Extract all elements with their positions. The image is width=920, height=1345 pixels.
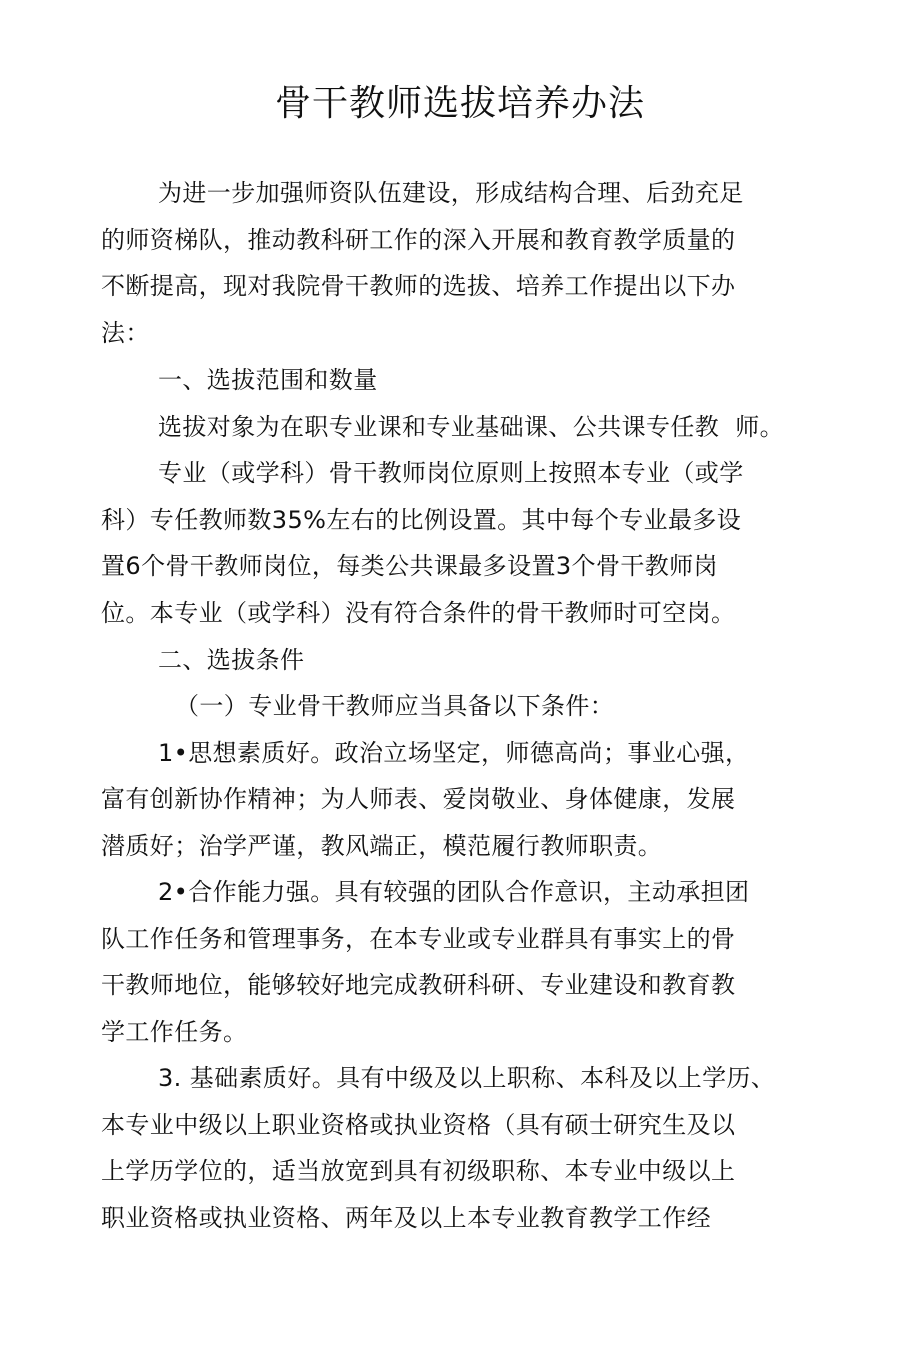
document-title: 骨干教师选拔培养办法 [274, 83, 645, 124]
paragraph-line: 2•合作能力强。具有较强的团队合作意识，主动承担团 [158, 878, 750, 906]
paragraph-line: 潜质好；治学严谨，教风端正，模范履行教师职责。 [101, 832, 663, 860]
paragraph-line: 的师资梯队，推动教科研工作的深入开展和教育教学质量的 [101, 226, 736, 254]
paragraph-line: 法： [101, 319, 150, 347]
paragraph-line: 富有创新协作精神；为人师表、爱岗敬业、身体健康，发展 [101, 785, 736, 813]
paragraph-line: 不断提高，现对我院骨干教师的选拔、培养工作提出以下办 [101, 272, 736, 300]
section-heading: 一、选拔范围和数量 [158, 366, 378, 394]
paragraph-line: 本专业中级以上职业资格或执业资格（具有硕士研究生及以 [101, 1111, 736, 1139]
paragraph-line: 干教师地位，能够较好地完成教研科研、专业建设和教育教 [101, 971, 736, 999]
paragraph-line: 选拔对象为在职专业课和专业基础课、公共课专任教 师。 [158, 413, 785, 441]
paragraph-line: 学工作任务。 [101, 1018, 248, 1046]
paragraph-line: 为进一步加强师资队伍建设，形成结构合理、后劲充足 [158, 179, 744, 207]
section-heading: 二、选拔条件 [158, 646, 305, 674]
paragraph-line: 科）专任教师数35%左右的比例设置。其中每个专业最多设 [101, 506, 742, 534]
paragraph-line: 置6个骨干教师岗位，每类公共课最多设置3个骨干教师岗 [101, 552, 718, 580]
paragraph-line: 位。本专业（或学科）没有符合条件的骨干教师时可空岗。 [101, 599, 736, 627]
paragraph-line: 专业（或学科）骨干教师岗位原则上按照本专业（或学 [158, 459, 744, 487]
paragraph-line: 1•思想素质好。政治立场坚定，师德高尚；事业心强， [158, 739, 750, 767]
paragraph-line: 3. 基础素质好。具有中级及以上职称、本科及以上学历、 [158, 1064, 776, 1092]
subsection-heading: （一）专业骨干教师应当具备以下条件： [175, 692, 615, 720]
paragraph-line: 职业资格或执业资格、两年及以上本专业教育教学工作经 [101, 1204, 711, 1232]
paragraph-line: 上学历学位的，适当放宽到具有初级职称、本专业中级以上 [101, 1157, 736, 1185]
paragraph-line: 队工作任务和管理事务，在本专业或专业群具有事实上的骨 [101, 925, 736, 953]
